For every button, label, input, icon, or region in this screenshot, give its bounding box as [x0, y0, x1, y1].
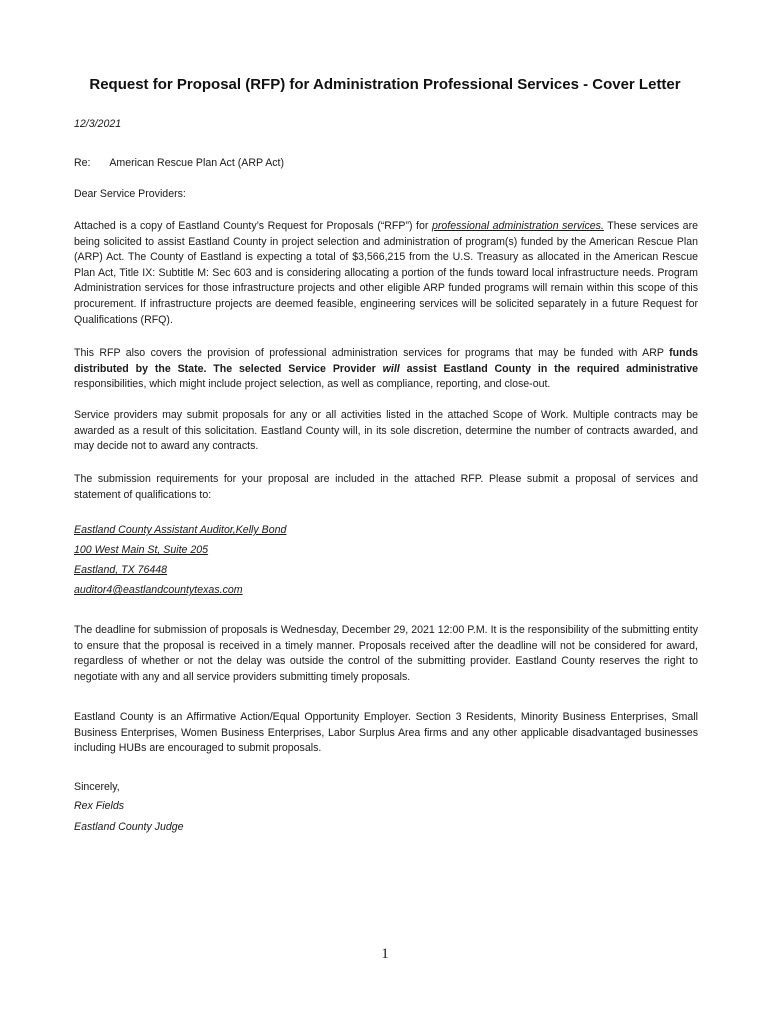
letter-date: 12/3/2021: [74, 118, 122, 130]
paragraph-state-funds: [74, 346, 698, 393]
paragraph2-bold-a: funds distributed by the State. The selected Service Provider: [74, 347, 698, 375]
re-subject: American Rescue Plan Act (ARP Act): [109, 157, 285, 169]
paragraph-equal-opportunity: [74, 710, 698, 757]
signer-name: Rex Fields: [74, 800, 125, 812]
paragraph-multiple-contracts: [74, 408, 698, 455]
salutation: Dear Service Providers:: [74, 188, 186, 200]
address-email[interactable]: auditor4@eastlandcountytexas.com: [74, 584, 243, 596]
paragraph1-text-b: These services are being solicited to assist Eastland County in project selection and administration of program(s) funded by the American Rescue Plan (ARP) Act. The County of Eastland is expecting a total of $3,566,215 from the U.S. Treasury as allocated in the American Rescue Plan Act, Title IX: Subtitle M: Sec 603 and is considering allocating a portion of the funds toward local infrastructure needs. Program Administration services for those infrastructure projects and other eligible ARP funded programs will remain within this scope of this procurement. If infrastructure projects are deemed feasible, engineering services will be solicited separately in a future Request for Qualifications (RFQ).: [74, 220, 698, 326]
address-line-1: Eastland County Assistant Auditor,Kelly Bond: [74, 524, 287, 536]
paragraph-deadline: [74, 623, 698, 685]
re-line: [74, 156, 698, 172]
paragraph4-text: The submission requirements for your proposal are included in the attached RFP. Please submit a proposal of services and statement of qualifications to:: [74, 473, 698, 501]
paragraph-submission: [74, 472, 698, 503]
paragraph-attached-rfp: [74, 219, 698, 328]
signer-title: Eastland County Judge: [74, 821, 184, 833]
paragraph1-text-a: Attached is a copy of Eastland County’s Request for Proposals (“RFP”) for: [74, 220, 432, 232]
professional-services-link: professional administration services.: [431, 220, 604, 232]
address-line-2: 100 West Main St, Suite 205: [74, 544, 209, 556]
paragraph2-text-b: responsibilities, which might include project selection, as well as compliance, reporting, and close-out.: [74, 378, 551, 391]
paragraph2-text-a: This RFP also covers the provision of professional administration services for programs that may be funded with ARP: [74, 347, 670, 359]
paragraph5-text: The deadline for submission of proposals is Wednesday, December 29, 2021 12:00 P.M. It is the responsibility of the submitting entity to ensure that the proposal is received in a timely manner. Proposals received after the deadline will not be considered for award, regardless of whether or not the delay was outside the control of the submitting provider. Eastland County reserves the right to negotiate with any and all service providers submitting timely proposals.: [74, 624, 698, 683]
page-number: 1: [381, 946, 389, 962]
address-line-3: Eastland, TX 76448: [74, 564, 168, 576]
paragraph2-bold-b: assist Eastland County in the required administrative: [399, 362, 698, 375]
page-title: Request for Proposal (RFP) for Administration Professional Services - Cover Letter: [89, 76, 681, 93]
closing: Sincerely,: [74, 781, 120, 793]
re-label: Re:: [74, 157, 91, 169]
paragraph3-text: Service providers may submit proposals for any or all activities listed in the attached Scope of Work. Multiple contracts may be awarded as a result of this solicitation. Eastland County will, in its sole discretion, determine the number of contracts awarded, and may decide not to award any contracts.: [74, 409, 698, 453]
paragraph2-bold-italic: will: [382, 362, 400, 375]
paragraph6-text: Eastland County is an Affirmative Action/Equal Opportunity Employer. Section 3 Residents, Minority Business Enterprises, Small Business Enterprises, Women Business Enterprises, Labor Surplus Area firms and any other applicable disadvantaged businesses including HUBs are encouraged to submit proposals.: [74, 711, 698, 755]
